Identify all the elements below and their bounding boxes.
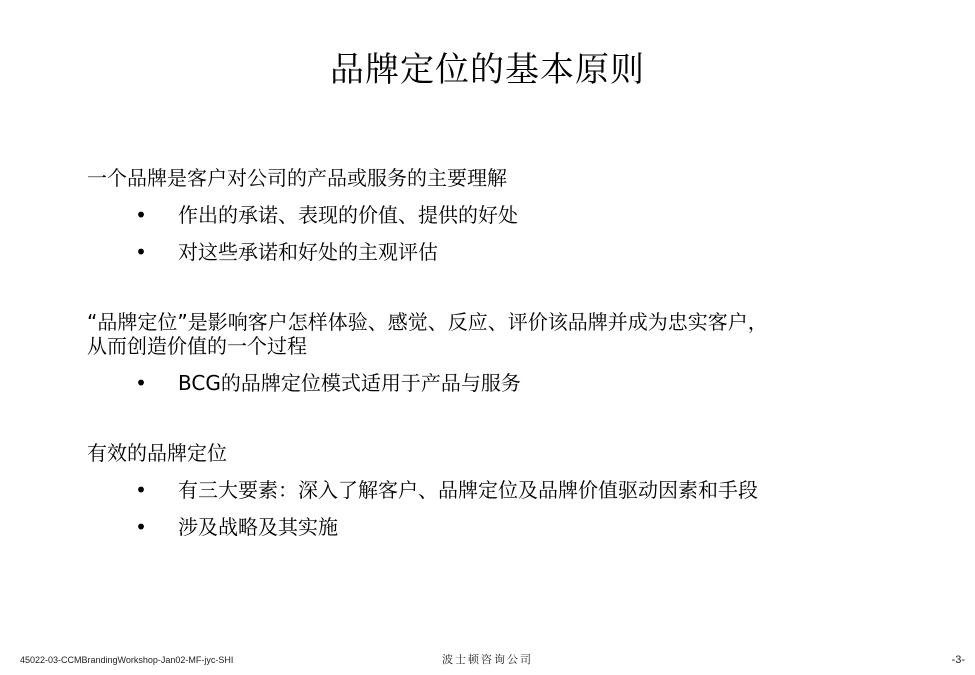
bullet-dot-icon: • bbox=[135, 240, 147, 264]
bullet-item bbox=[87, 478, 907, 502]
bullet-list bbox=[87, 478, 907, 539]
bullet-text: 有三大要素：深入了解客户、品牌定位及品牌价值驱动因素和手段 bbox=[178, 478, 758, 502]
section-heading: 有效的品牌定位 bbox=[87, 441, 227, 465]
bullet-list bbox=[87, 203, 907, 264]
bullet-list bbox=[87, 371, 907, 395]
bullet-text: 作出的承诺、表现的价值、提供的好处 bbox=[178, 203, 518, 227]
section-heading: 一个品牌是客户对公司的产品或服务的主要理解 bbox=[87, 166, 507, 190]
section-brand-positioning bbox=[87, 310, 907, 395]
section-heading-line-1: “品牌定位”是影响客户怎样体验、感觉、反应、评价该品牌并成为忠实客户， bbox=[87, 310, 768, 334]
footer-page-number: -3- bbox=[951, 654, 965, 666]
bullet-text: 对这些承诺和好处的主观评估 bbox=[178, 240, 438, 264]
bullet-item bbox=[87, 240, 907, 264]
bullet-item bbox=[87, 515, 907, 539]
bullet-text: 涉及战略及其实施 bbox=[178, 515, 338, 539]
section-brand-definition bbox=[87, 166, 907, 264]
bullet-dot-icon: • bbox=[135, 478, 147, 502]
bullet-item bbox=[87, 203, 907, 227]
bullet-text: BCG的品牌定位模式适用于产品与服务 bbox=[178, 371, 521, 395]
section-effective-positioning bbox=[87, 441, 907, 539]
bullet-dot-icon: • bbox=[135, 203, 147, 227]
section-heading-line-2: 从而创造价值的一个过程 bbox=[87, 334, 307, 358]
footer-document-id: 45022-03-CCMBrandingWorkshop-Jan02-MF-jyc-SHI bbox=[20, 655, 234, 665]
bullet-item bbox=[87, 371, 907, 395]
bullet-dot-icon: • bbox=[135, 515, 147, 539]
footer-company-name: 波士顿咨询公司 bbox=[442, 654, 533, 666]
slide-body bbox=[87, 166, 907, 539]
slide-title: 品牌定位的基本原则 bbox=[330, 50, 645, 90]
bullet-dot-icon: • bbox=[135, 371, 147, 395]
